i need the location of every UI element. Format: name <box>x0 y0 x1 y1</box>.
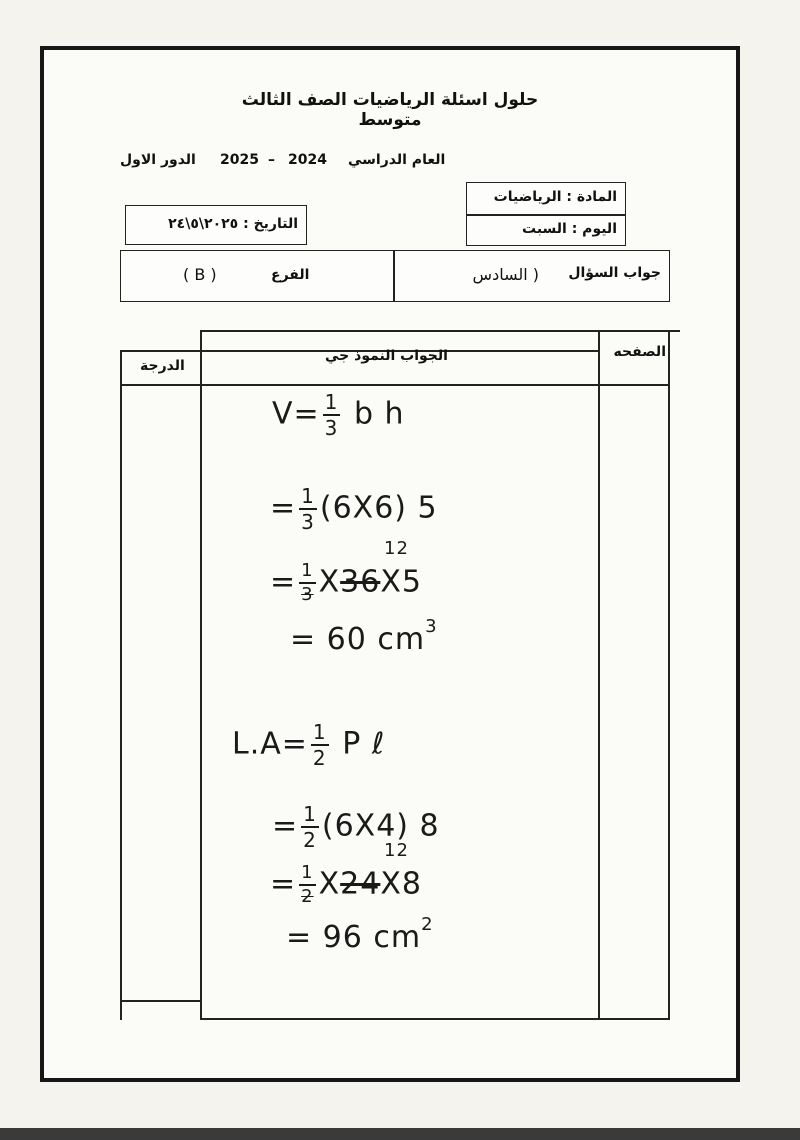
line2-fraction <box>299 486 317 532</box>
line6-num: 1 <box>303 802 317 826</box>
line3-fraction <box>299 562 315 604</box>
line1-lhs: V= <box>272 396 320 432</box>
answer-line-4 <box>290 616 438 657</box>
line3-times: X <box>318 564 341 600</box>
question-branch-box <box>120 250 670 302</box>
question-label: جواب السؤال <box>568 265 661 281</box>
subject-label: المادة : الرياضيات <box>493 189 617 205</box>
year-start: 2024 <box>288 152 327 168</box>
line4-exponent: 3 <box>425 616 438 637</box>
line2-den: 3 <box>301 510 315 534</box>
school-year-line <box>120 152 460 174</box>
line8-text: = 96 cm <box>286 920 422 955</box>
line5-num: 1 <box>312 720 327 744</box>
line7-fraction <box>299 864 315 906</box>
line7-den: 2 <box>301 886 314 907</box>
answer-line-3 <box>270 562 422 604</box>
answer-line-2 <box>270 486 438 532</box>
line7-times: X <box>318 866 341 902</box>
scan-bottom-edge <box>0 1128 800 1140</box>
line1-rhs: b h <box>353 396 405 432</box>
line5-lhs: L.A= <box>232 726 308 762</box>
line1-den: 3 <box>324 416 339 440</box>
page-title: حلول اسئلة الرياضيات الصف الثالث متوسط <box>241 90 539 130</box>
line3-num: 1 <box>299 562 315 584</box>
line7-struck: 24 <box>340 866 381 902</box>
line2-lhs: = <box>270 490 297 526</box>
answer-line-5 <box>232 722 385 768</box>
line6-fraction <box>301 804 319 850</box>
day-label: اليوم : السبت <box>522 221 617 237</box>
line5-fraction <box>311 722 329 768</box>
line6-rhs: (6X4) 8 <box>321 808 440 844</box>
col-header-page: الصفحه <box>613 344 666 360</box>
line3-struck: 36 <box>340 564 381 600</box>
line3-above: 12 <box>384 538 409 559</box>
line5-rhs: P ℓ <box>342 726 386 762</box>
question-value: ( السادس <box>472 265 539 284</box>
date-box <box>125 205 307 245</box>
branch-label: الفرع <box>271 267 310 283</box>
answer-line-7 <box>270 864 422 906</box>
line3-den: 3 <box>301 584 314 605</box>
answer-line-8 <box>286 914 434 955</box>
year-separator: – <box>268 152 275 168</box>
line7-above: 12 <box>384 840 409 861</box>
line6-lhs: = <box>272 808 299 844</box>
line3-rhs: X5 <box>380 564 422 600</box>
answer-line-6 <box>272 804 440 850</box>
line8-exponent: 2 <box>421 914 434 935</box>
date-label: التاريخ : ٢٠٢٥\٥\٢٤ <box>168 216 298 232</box>
branch-value: ( B ) <box>183 265 217 284</box>
line7-num: 1 <box>299 864 315 886</box>
line4-text: = 60 cm <box>290 622 426 657</box>
year-end: 2025 <box>220 152 259 168</box>
line2-rhs: (6X6) 5 <box>319 490 438 526</box>
school-year-label: العام الدراسي <box>348 152 446 168</box>
line6-den: 2 <box>303 828 317 852</box>
col-header-answer: الجواب النموذ جي <box>325 348 448 364</box>
line1-num: 1 <box>324 390 339 414</box>
line1-fraction <box>323 392 341 438</box>
line3-lhs: = <box>270 564 297 600</box>
line5-den: 2 <box>312 746 327 770</box>
line7-rhs: X8 <box>380 866 422 902</box>
line2-num: 1 <box>301 484 315 508</box>
subject-day-box <box>466 182 626 246</box>
session-label: الدور الاول <box>120 152 196 168</box>
col-header-grade: الدرجة <box>140 358 185 374</box>
answer-line-1 <box>272 392 405 438</box>
line7-lhs: = <box>270 866 297 902</box>
